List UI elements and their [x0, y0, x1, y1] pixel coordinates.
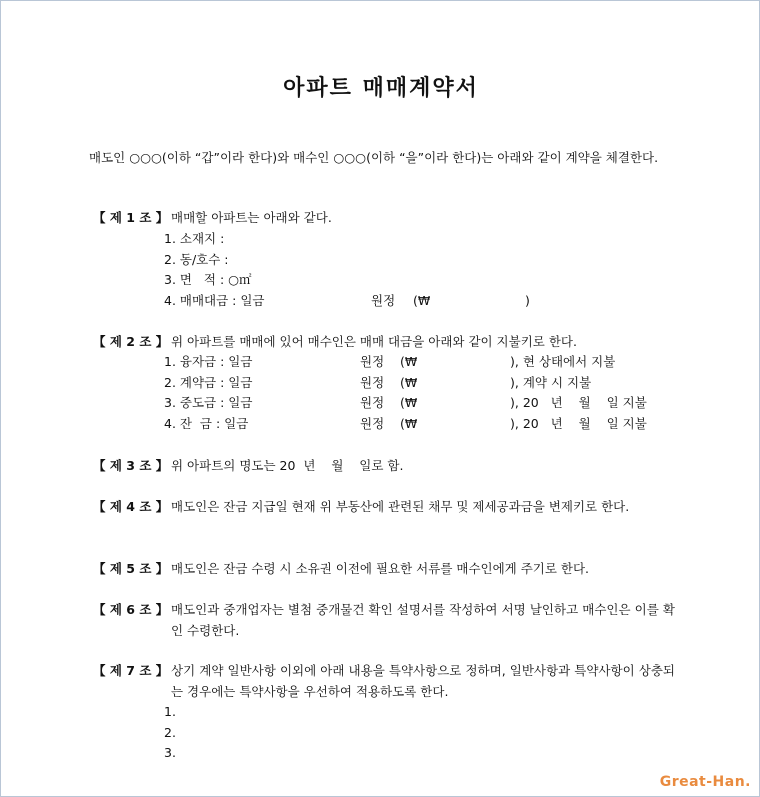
article-6: [93, 599, 675, 641]
list-item: 1. 융자금 : 일금 원정 (₩ ), 현 상태에서 지불: [164, 354, 616, 369]
article-4: [93, 496, 675, 517]
article-heading: 【 제 4 조 】: [93, 499, 169, 514]
list-item: 4. 매매대금 : 일금 원정 (₩ ): [164, 292, 530, 308]
list-item: 3. 중도금 : 일금 원정 (₩ ), 20 년 월 일 지불: [164, 395, 647, 410]
intro-paragraph: 매도인 ○○○(이하 “갑”이라 한다)와 매수인 ○○○(이하 “을”이라 한다)는 아래와 같이 계약을 체결한다.: [89, 150, 659, 165]
article-heading: 【 제 3 조 】: [93, 458, 169, 473]
list-item: 2. 계약금 : 일금 원정 (₩ ), 계약 시 지불: [164, 374, 592, 390]
list-item: 3.: [164, 745, 176, 760]
list-item: 4. 잔 금 : 일금 원정 (₩ ), 20 년 월 일 지불: [164, 415, 647, 431]
article-heading: 【 제 7 조 】: [93, 663, 169, 678]
article-1: [93, 207, 675, 311]
article-text: 매도인은 잔금 수령 시 소유권 이전에 필요한 서류를 매수인에게 주기로 한다.: [171, 561, 590, 576]
article-3: [93, 455, 675, 476]
article-text: 위 아파트의 명도는 20 년 월 일로 함.: [171, 458, 404, 473]
article-2: [93, 331, 675, 434]
article-heading: 【 제 5 조 】: [93, 561, 169, 576]
list-item: 2. 동/호수 :: [164, 251, 229, 267]
article-text: 상기 계약 일반사항 이외에 아래 내용을 특약사항으로 정하며, 일반사항과 특약사항이 상충되는 경우에는 특약사항을 우선하여 적용하도록 한다.: [171, 663, 675, 699]
article-7: [93, 660, 675, 764]
article-text: 매매할 아파트는 아래와 같다.: [171, 210, 332, 225]
article-heading: 【 제 2 조 】: [93, 334, 169, 349]
article-heading: 【 제 1 조 】: [93, 210, 169, 225]
article-text: 위 아파트를 매매에 있어 매수인은 매매 대금을 아래와 같이 지불키로 한다.: [171, 334, 577, 349]
article-heading: 【 제 6 조 】: [93, 602, 169, 617]
list-item: 1. 소재지 :: [164, 231, 225, 246]
article-text: 매도인과 중개업자는 별첨 중개물건 확인 설명서를 작성하여 서명 날인하고 매수인은 이를 확인 수령한다.: [171, 602, 675, 638]
list-item: 1.: [164, 704, 176, 719]
article-5: [93, 558, 675, 579]
list-item: 2.: [164, 724, 176, 740]
watermark: Great-Han.: [659, 774, 751, 790]
document-title: 아파트 매매계약서: [283, 76, 479, 101]
list-item: 3. 면 적 : ○㎡: [164, 272, 252, 287]
article-text: 매도인은 잔금 지급일 현재 위 부동산에 관련된 채무 및 제세공과금을 변제키로 한다.: [171, 499, 630, 514]
